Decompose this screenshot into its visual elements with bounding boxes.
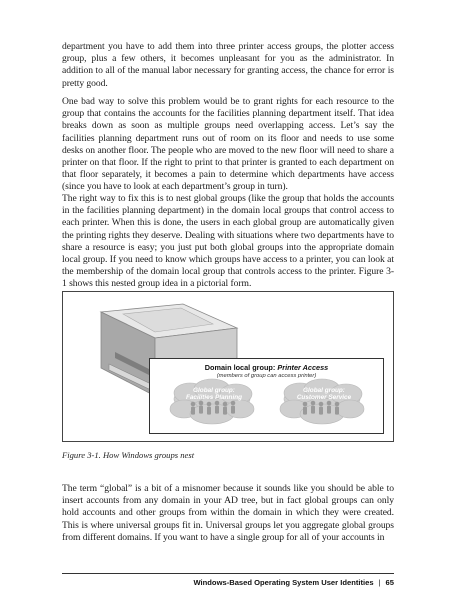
footer-rule: [62, 573, 394, 574]
domain-local-title-prefix: Domain local group:: [204, 363, 276, 372]
global-group-2-line2: Customer Service: [296, 394, 352, 402]
paragraph-2: One bad way to solve this problem would be to grant rights for each resource to the group that contains the accounts for the facilities planning department itself. That idea breaks down as soon as multiple groups need overlapping access. Let’s say the facilities planning department runs out of room on its floor and needs to use some desks on another floor. The people who are moved to the new floor will need to share a printer on that floor. If the right to print to that printer is granted to each department on that floor separately, it becomes a pain to determine which departments have access (since you have to look at each department’s group in turn).: [62, 96, 394, 193]
paragraph-3: The right way to fix this is to nest global groups (like the group that holds the accounts in the facilities planning department) in the domain local groups that control access to each printer. When this is done, the users in each global group are automatically given the printing rights they deserve. Dealing with situations where two departments have to share a resource is easy; you just put both global groups into the appropriate domain local group. If you need to know which groups have access to a printer, you can look at the membership of the domain local group that controls access to the printer. Figure 3-1 shows this nested group idea in a pictorial form.: [62, 193, 394, 290]
paragraph-1: department you have to add them into three printer access groups, the plotter access group, plus a few others, it becomes unpleasant for you as the administrator. In addition to all of the manual labor necessary for granting access, the chance for error is pretty good.: [62, 41, 394, 89]
global-group-1-line1: Global group:: [193, 387, 235, 394]
figure-3-1: [62, 291, 394, 442]
global-group-customer-service-label: [286, 387, 362, 402]
figure-caption: Figure 3-1. How Windows groups nest: [62, 450, 195, 460]
domain-local-title-name: Printer Access: [277, 363, 329, 372]
global-group-2-line1: Global group:: [303, 387, 345, 394]
global-group-1-line2: Facilities Planning: [185, 394, 243, 402]
paragraph-4: The term “global” is a bit of a misnomer because it sounds like you should be able to insert accounts from any domain in your AD tree, but in fact global groups can only hold accounts and other groups from within the domain in which they were created. This is where universal groups fit in. Universal groups let you aggregate global groups from different domains. If you want to have a single group for all of your accounts in: [62, 483, 394, 543]
domain-local-group-subtitle: (members of group can access printer): [216, 373, 317, 379]
running-title: Windows-Based Operating System User Identities: [193, 578, 374, 587]
page-footer: [193, 578, 394, 587]
footer-separator: |: [378, 578, 381, 587]
domain-local-group-box: [149, 358, 384, 434]
page-number: 65: [385, 578, 394, 587]
global-group-facilities-planning-label: [176, 387, 252, 402]
